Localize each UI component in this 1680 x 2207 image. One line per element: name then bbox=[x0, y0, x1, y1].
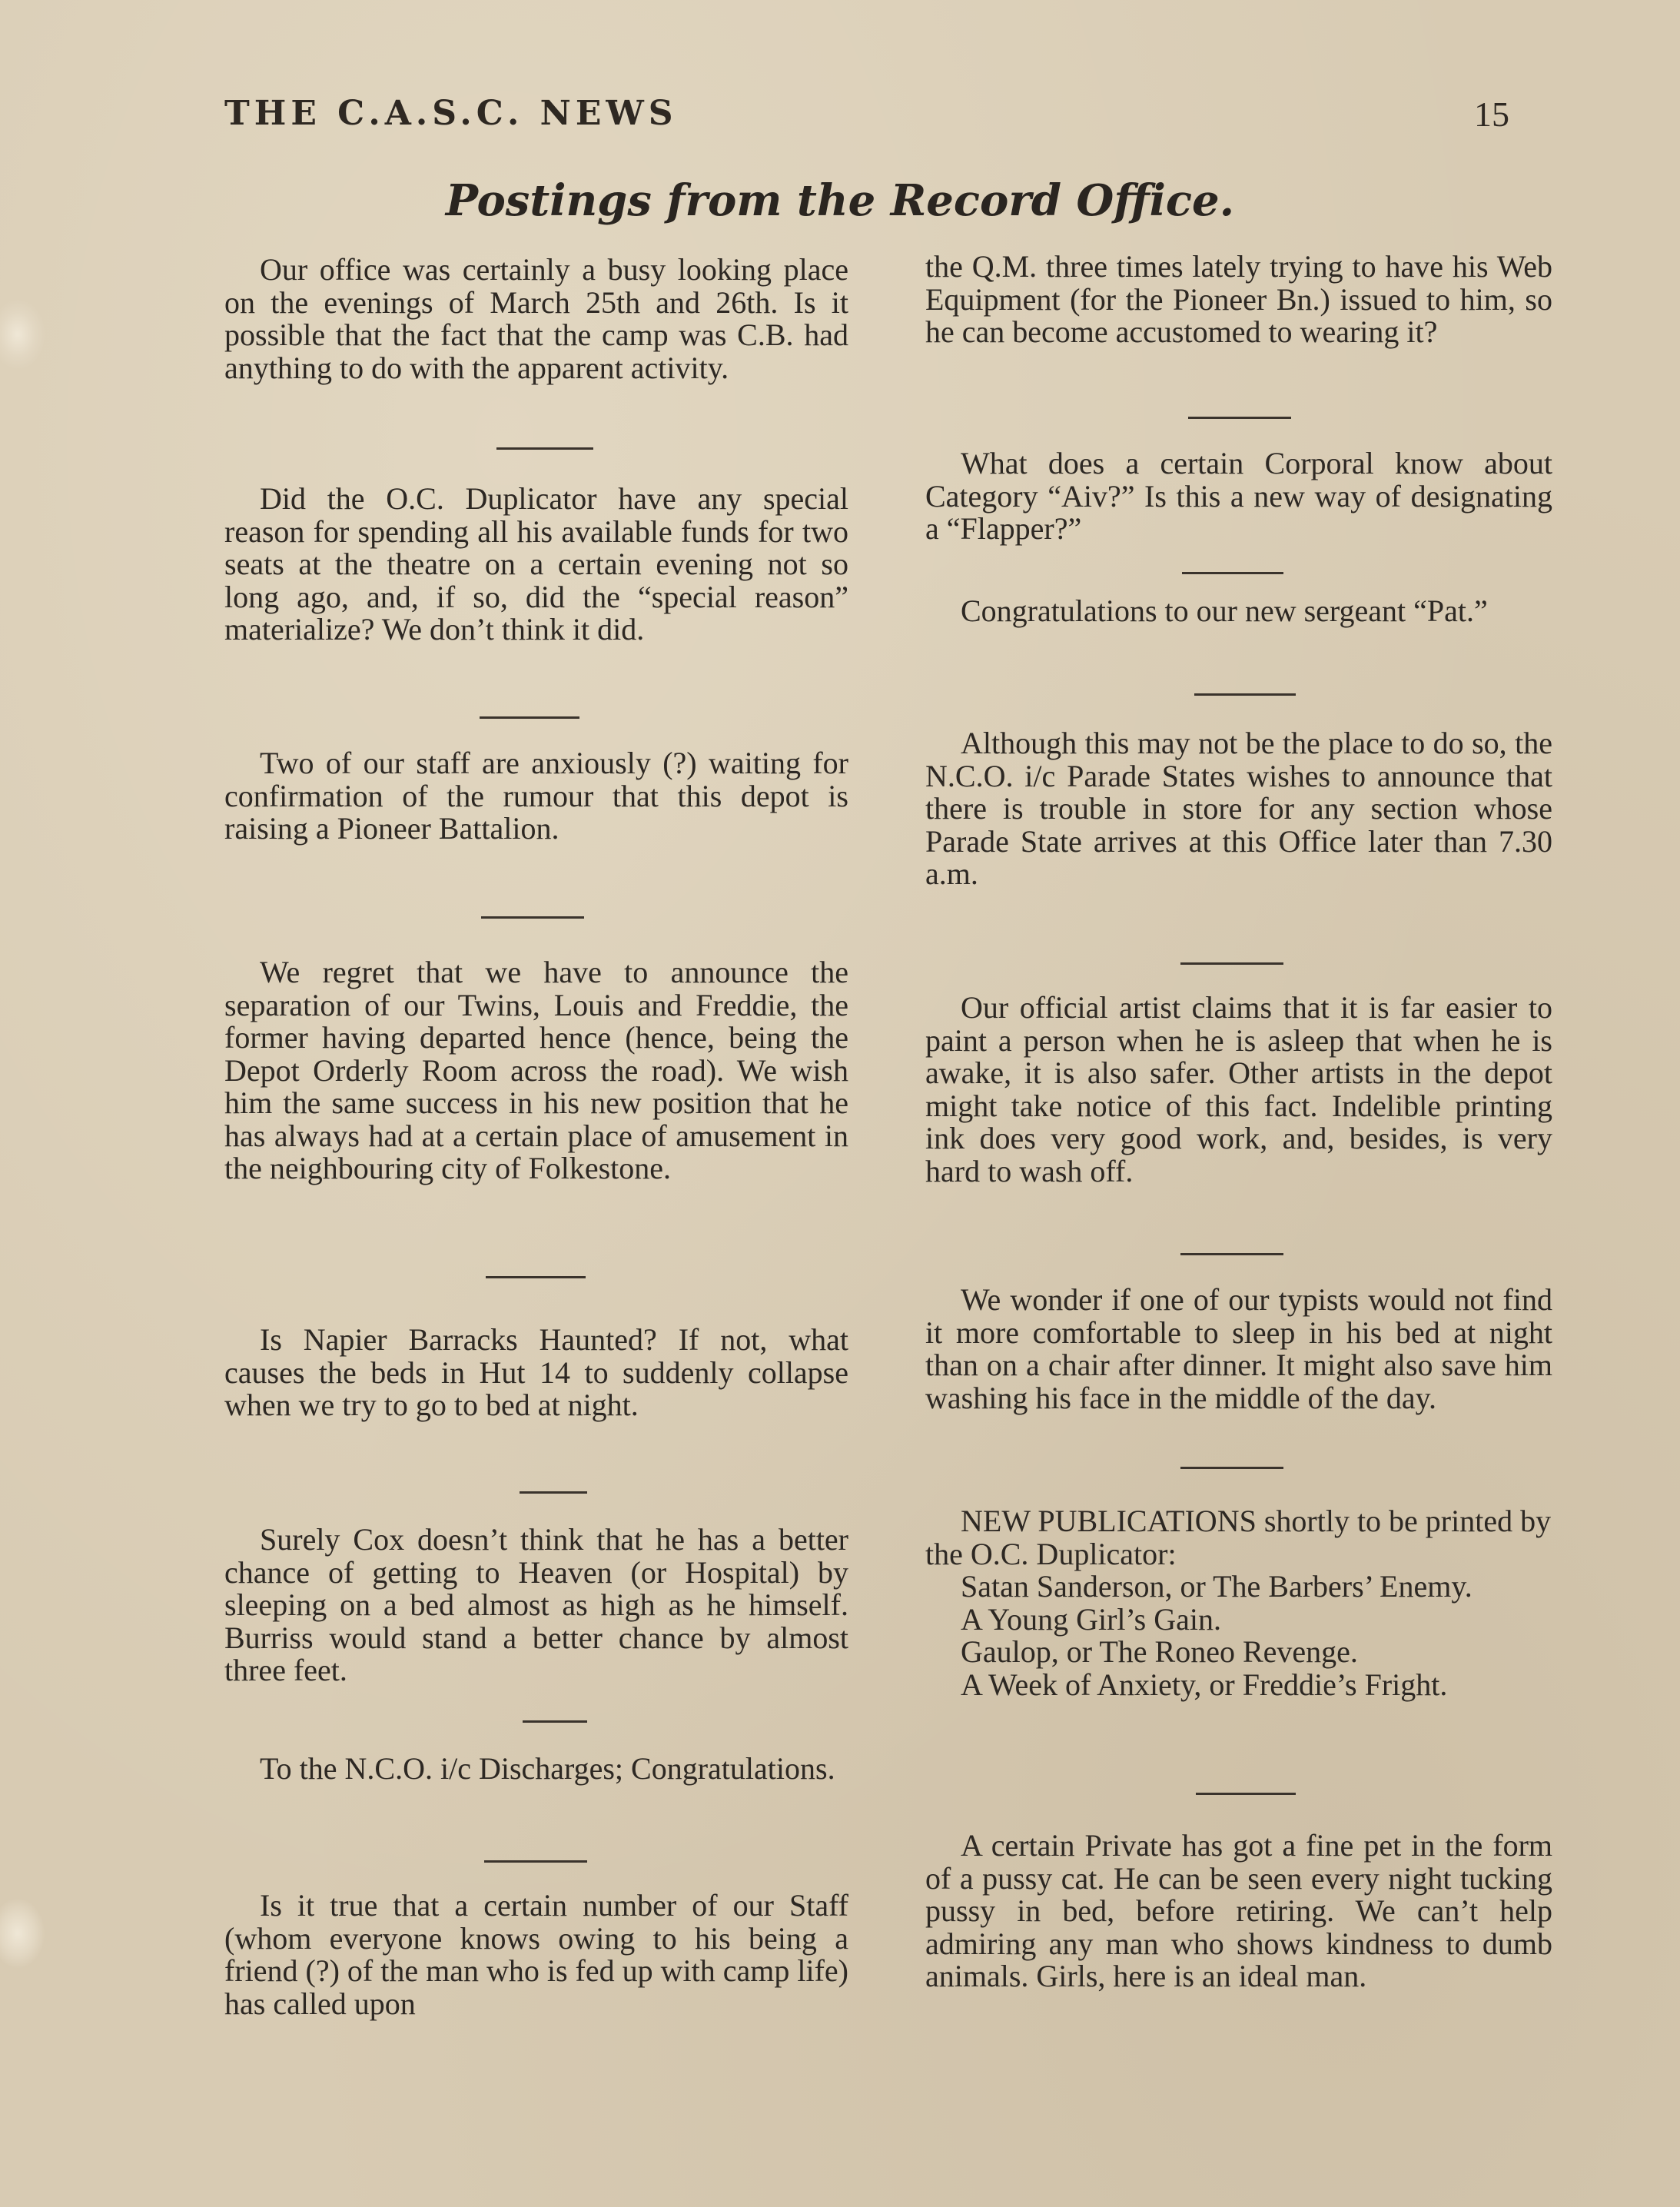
separator-rule bbox=[1196, 1793, 1296, 1795]
news-item: To the N.C.O. i/c Discharges; Congratulations. bbox=[260, 1751, 835, 1786]
separator-rule bbox=[520, 1491, 587, 1494]
separator-rule bbox=[1188, 417, 1291, 419]
publications-list bbox=[925, 1505, 1552, 1701]
news-item: Two of our staff are anxiously (?) waiting for confirmation of the rumour that this depot is raising a Pioneer Battalion. bbox=[224, 746, 848, 846]
news-item: Surely Cox doesn’t think that he has a better chance of getting to Heaven (or Hospital) by sleeping on a bed almost as high as he himself. Burriss would stand a better chance by almost three feet. bbox=[224, 1522, 848, 1687]
separator-rule bbox=[496, 447, 593, 450]
running-title: THE C.A.S.C. NEWS bbox=[224, 94, 678, 133]
separator-rule bbox=[484, 1860, 587, 1863]
news-item: Congratulations to our new sergeant “Pat.” bbox=[961, 593, 1488, 628]
news-item: We wonder if one of our typists would not find it more comfortable to sleep in his bed at night than on a chair after dinner. It might also save him washing his face in the middle of the day. bbox=[925, 1282, 1552, 1415]
news-item: A certain Private has got a fine pet in the form of a pussy cat. He can be seen every night tucking pussy in bed, before retiring. We can’t help admiring any man who shows kindness to dumb animals. Girls, here is an ideal man. bbox=[925, 1828, 1552, 1993]
article-title: Postings from the Record Office. bbox=[445, 175, 1235, 226]
separator-rule bbox=[481, 916, 584, 919]
separator-rule bbox=[1182, 572, 1283, 574]
publication-title: Satan Sanderson, or The Barbers’ Enemy. bbox=[961, 1569, 1472, 1604]
separator-rule bbox=[523, 1720, 587, 1723]
separator-rule bbox=[1180, 1467, 1283, 1469]
separator-rule bbox=[1194, 693, 1296, 696]
news-item: Is it true that a certain number of our Staff (whom everyone knows owing to his being a friend (?) of the man who is fed up with camp life) has called upon bbox=[224, 1888, 848, 2021]
page-number: 15 bbox=[1474, 95, 1509, 134]
publication-title: A Week of Anxiety, or Freddie’s Fright. bbox=[961, 1667, 1448, 1702]
news-item: What does a certain Corporal know about Category “Aiv?” Is this a new way of designating a “Flapper?” bbox=[925, 446, 1552, 546]
separator-rule bbox=[486, 1276, 586, 1278]
publication-title: A Young Girl’s Gain. bbox=[961, 1601, 1221, 1637]
news-item: Although this may not be the place to do so, the N.C.O. i/c Parade States wishes to announce that there is trouble in store for any section whose Parade State arrives at this Office later than 7.30 a.m. bbox=[925, 726, 1552, 891]
separator-rule bbox=[480, 716, 579, 719]
news-item: Did the O.C. Duplicator have any special reason for spending all his available funds for two seats at the theatre on a certain evening not so long ago, and, if so, did the “special reason” materialize? We don’t think it did. bbox=[224, 481, 848, 646]
publication-title: Gaulop, or The Roneo Revenge. bbox=[961, 1634, 1358, 1669]
news-item: Our office was certainly a busy looking place on the evenings of March 25th and 26th. Is it possible that the fact that the camp was C.B. had anything to do with the apparent activity. bbox=[224, 252, 848, 385]
separator-rule bbox=[1180, 1253, 1283, 1255]
news-item: Is Napier Barracks Haunted? If not, what causes the beds in Hut 14 to suddenly collapse when we try to go to bed at night. bbox=[224, 1322, 848, 1422]
binding-hole bbox=[0, 1899, 45, 1968]
publications-intro: NEW PUBLICATIONS shortly to be printed by the O.C. Duplicator: bbox=[925, 1504, 1552, 1571]
binding-hole bbox=[0, 300, 45, 369]
news-item-continued: the Q.M. three times lately trying to have his Web Equipment (for the Pioneer Bn.) issued to him, so he can become accustomed to wearing it? bbox=[925, 249, 1552, 349]
news-item: Our official artist claims that it is far easier to paint a person when he is asleep that when he is awake, it is also safer. Other artists in the depot might take notice of this fact. Indelible printing ink does very good work, and, besides, is very hard to wash off. bbox=[925, 990, 1552, 1188]
separator-rule bbox=[1180, 962, 1283, 965]
news-item: We regret that we have to announce the separation of our Twins, Louis and Freddie, the former having departed hence (hence, being the Depot Orderly Room across the road). We wish him the same success in his new position that he has always had at a certain place of amusement in the neighbouring city of Folkestone. bbox=[224, 955, 848, 1185]
